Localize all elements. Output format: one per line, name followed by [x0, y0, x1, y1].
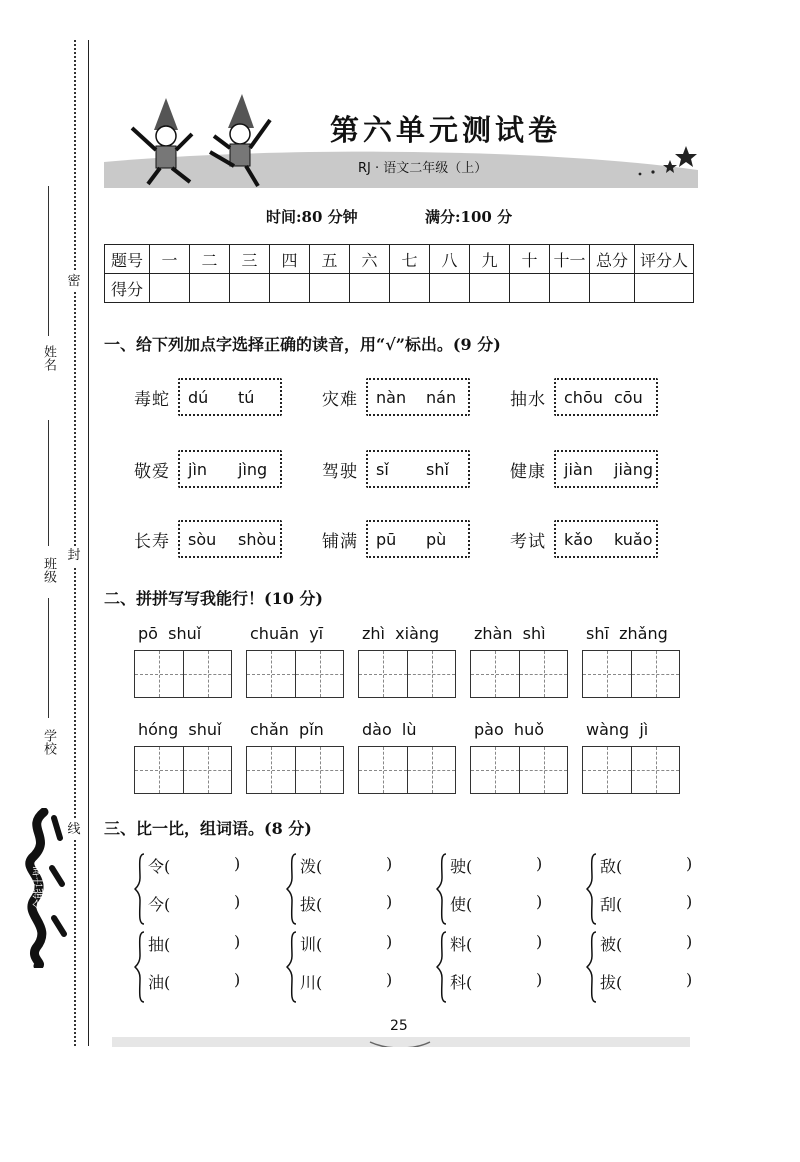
compare-line[interactable] — [450, 932, 543, 955]
seal-mark-feng: 封 — [64, 546, 84, 566]
pinyin-option[interactable]: chōu — [564, 388, 603, 407]
score-header-cell: 九 — [470, 245, 510, 274]
target-word: 灾难 — [322, 390, 358, 410]
writing-cell[interactable] — [407, 651, 455, 697]
close-paren: ) — [234, 854, 241, 873]
score-cell[interactable] — [635, 274, 694, 303]
pinyin-option-box — [366, 520, 470, 558]
subtitle: RJ · 语文二年级（上） — [358, 161, 488, 176]
pinyin-choice-item — [134, 520, 294, 560]
pinyin-choice-item — [322, 450, 482, 490]
writing-cell[interactable] — [135, 747, 183, 793]
score-cell[interactable] — [470, 274, 510, 303]
seal-mark-mi: 密 — [64, 272, 84, 292]
binding-dotted-line — [74, 40, 76, 1046]
compare-line[interactable] — [450, 892, 543, 915]
compare-char: 科( — [450, 973, 473, 992]
writing-grid — [358, 746, 456, 794]
time-info: 时间:80 分钟 — [266, 208, 358, 226]
compare-line[interactable] — [148, 932, 241, 955]
page-number: 25 — [390, 1018, 408, 1034]
pinyin-prompt: zhàn shì — [474, 624, 546, 643]
compare-pair — [586, 852, 716, 926]
compare-char: 训( — [300, 935, 323, 954]
compare-line[interactable] — [300, 970, 393, 993]
compare-char: 敌( — [600, 857, 623, 876]
brace-icon — [586, 930, 598, 1004]
score-cell[interactable] — [430, 274, 470, 303]
pinyin-option-box — [178, 450, 282, 488]
pinyin-prompt: shī zhǎng — [586, 624, 668, 643]
close-paren: ) — [686, 854, 693, 873]
svg-text:全能计划: 全能计划 — [32, 866, 45, 910]
page-title: 第六单元测试卷 — [330, 113, 562, 147]
score-header-row — [105, 245, 694, 274]
writing-cell[interactable] — [247, 747, 295, 793]
score-header-cell: 评分人 — [635, 245, 694, 274]
brace-icon — [586, 852, 598, 926]
compare-char: 被( — [600, 935, 623, 954]
compare-pair — [586, 930, 716, 1004]
pinyin-option-box — [554, 520, 658, 558]
target-word: 健康 — [510, 462, 546, 482]
writing-grid — [470, 650, 568, 698]
pinyin-option[interactable]: kuǎo — [614, 530, 653, 549]
compare-line[interactable] — [300, 892, 393, 915]
pinyin-option[interactable]: shǐ — [426, 460, 449, 479]
compare-pair — [134, 852, 264, 926]
compare-char: 料( — [450, 935, 473, 954]
close-paren: ) — [234, 892, 241, 911]
writing-cell[interactable] — [135, 651, 183, 697]
writing-cell[interactable] — [583, 651, 631, 697]
score-header-cell: 七 — [390, 245, 430, 274]
school-field-label: 学校 — [41, 729, 56, 755]
pinyin-choice-item — [322, 520, 482, 560]
class-field-line — [48, 420, 49, 546]
compare-pair — [286, 852, 416, 926]
pinyin-option[interactable]: jìng — [238, 460, 268, 479]
name-field-line — [48, 186, 49, 336]
score-header-cell: 五 — [310, 245, 350, 274]
writing-cell[interactable] — [583, 747, 631, 793]
pinyin-prompt: zhì xiàng — [362, 624, 440, 643]
compare-line[interactable] — [600, 932, 693, 955]
brace-icon — [436, 852, 448, 926]
writing-grid — [134, 746, 232, 794]
pinyin-choice-item — [510, 378, 670, 418]
close-paren: ) — [536, 970, 543, 989]
close-paren: ) — [536, 932, 543, 951]
score-cell[interactable] — [270, 274, 310, 303]
score-header-cell: 总分 — [590, 245, 635, 274]
compare-line[interactable] — [600, 892, 693, 915]
compare-line[interactable] — [148, 970, 241, 993]
compare-char: 油( — [148, 973, 171, 992]
target-word: 驾驶 — [322, 462, 358, 482]
writing-cell[interactable] — [631, 747, 679, 793]
full-score-info: 满分:100 分 — [425, 208, 513, 226]
score-table — [104, 244, 694, 303]
pinyin-option[interactable]: nàn — [376, 388, 407, 407]
pinyin-option[interactable]: sǐ — [376, 460, 389, 479]
score-cell[interactable] — [190, 274, 230, 303]
score-row-label: 得分 — [105, 274, 150, 303]
section3-title: 三、比一比，组词语。(8 分) — [104, 819, 312, 838]
pinyin-prompt: wàng jì — [586, 720, 649, 739]
compare-char: 刮( — [600, 895, 623, 914]
writing-grid — [358, 650, 456, 698]
score-cell[interactable] — [390, 274, 430, 303]
compare-pair — [436, 930, 566, 1004]
pinyin-prompt: pào huǒ — [474, 720, 544, 739]
writing-cell[interactable] — [295, 651, 343, 697]
compare-line[interactable] — [600, 854, 693, 877]
pinyin-option[interactable]: shòu — [238, 530, 277, 549]
pinyin-choice-item — [134, 378, 294, 418]
score-header-cell: 十 — [510, 245, 550, 274]
pinyin-choice-item — [322, 378, 482, 418]
close-paren: ) — [686, 892, 693, 911]
compare-char: 令( — [148, 857, 171, 876]
compare-char: 抽( — [148, 935, 171, 954]
writing-cell[interactable] — [471, 651, 519, 697]
target-word: 敬爱 — [134, 462, 170, 482]
compare-char: 拔( — [600, 973, 623, 992]
close-paren: ) — [386, 892, 393, 911]
writing-cell[interactable] — [519, 747, 567, 793]
pinyin-choice-item — [510, 450, 670, 490]
writing-grid — [582, 650, 680, 698]
score-cell[interactable] — [550, 274, 590, 303]
writing-cell[interactable] — [519, 651, 567, 697]
writing-cell[interactable] — [407, 747, 455, 793]
pinyin-option[interactable]: kǎo — [564, 530, 593, 549]
seal-mark-xian: 线 — [64, 820, 84, 840]
close-paren: ) — [234, 970, 241, 989]
score-cell[interactable] — [590, 274, 635, 303]
pinyin-choice-item — [510, 520, 670, 560]
brace-icon — [134, 930, 146, 1004]
pinyin-option-box — [366, 450, 470, 488]
compare-line[interactable] — [148, 854, 241, 877]
pinyin-option[interactable]: cōu — [614, 388, 643, 407]
pinyin-option[interactable]: pù — [426, 530, 447, 549]
target-word: 毒蛇 — [134, 390, 170, 410]
section1-title: 一、给下列加点字选择正确的读音，用“√”标出。(9 分) — [104, 335, 501, 354]
close-paren: ) — [386, 932, 393, 951]
target-word: 抽水 — [510, 390, 546, 410]
score-header-cell: 一 — [150, 245, 190, 274]
score-cell[interactable] — [230, 274, 270, 303]
compare-char: 拔( — [300, 895, 323, 914]
brand-logo — [14, 808, 70, 968]
compare-line[interactable] — [148, 892, 241, 915]
pinyin-option[interactable]: jiàng — [614, 460, 653, 479]
binding-solid-line — [88, 40, 89, 1046]
compare-char: 川( — [300, 973, 323, 992]
pinyin-prompt: hóng shuǐ — [138, 720, 222, 739]
close-paren: ) — [536, 892, 543, 911]
compare-char: 使( — [450, 895, 473, 914]
compare-pair — [286, 930, 416, 1004]
brace-icon — [436, 930, 448, 1004]
pinyin-option[interactable]: jìn — [188, 460, 208, 479]
writing-grid — [246, 746, 344, 794]
score-cell[interactable] — [310, 274, 350, 303]
score-header-cell: 题号 — [105, 245, 150, 274]
writing-cell[interactable] — [359, 651, 407, 697]
score-header-cell: 十一 — [550, 245, 590, 274]
close-paren: ) — [386, 854, 393, 873]
score-input-row — [105, 274, 694, 303]
school-field-line — [48, 598, 49, 718]
pinyin-prompt: dào lù — [362, 720, 417, 739]
brace-icon — [286, 852, 298, 926]
writing-cell[interactable] — [295, 747, 343, 793]
section2-title: 二、拼拼写写我能行！(10 分) — [104, 589, 323, 608]
pinyin-option[interactable]: jiàn — [564, 460, 593, 479]
target-word: 长寿 — [134, 532, 170, 552]
close-paren: ) — [234, 932, 241, 951]
writing-cell[interactable] — [631, 651, 679, 697]
compare-line[interactable] — [300, 932, 393, 955]
pinyin-option[interactable]: nán — [426, 388, 457, 407]
pinyin-prompt: pō shuǐ — [138, 624, 202, 643]
writing-cell[interactable] — [183, 651, 231, 697]
score-cell[interactable] — [150, 274, 190, 303]
compare-line[interactable] — [450, 854, 543, 877]
brace-icon — [286, 930, 298, 1004]
close-paren: ) — [386, 970, 393, 989]
close-paren: ) — [686, 970, 693, 989]
writing-cell[interactable] — [247, 651, 295, 697]
pinyin-option[interactable]: sòu — [188, 530, 217, 549]
class-field-label: 班级 — [41, 557, 56, 583]
score-header-cell: 二 — [190, 245, 230, 274]
score-header-cell: 八 — [430, 245, 470, 274]
score-header-cell: 四 — [270, 245, 310, 274]
pinyin-option-box — [366, 378, 470, 416]
pinyin-option-box — [178, 520, 282, 558]
compare-line[interactable] — [600, 970, 693, 993]
pinyin-option[interactable]: dú — [188, 388, 209, 407]
pinyin-option-box — [554, 378, 658, 416]
writing-grid — [470, 746, 568, 794]
compare-char: 驶( — [450, 857, 473, 876]
compare-char: 今( — [148, 895, 171, 914]
pinyin-option[interactable]: tú — [238, 388, 255, 407]
pinyin-option-box — [178, 378, 282, 416]
score-header-cell: 三 — [230, 245, 270, 274]
compare-line[interactable] — [300, 854, 393, 877]
compare-line[interactable] — [450, 970, 543, 993]
pinyin-prompt: chǎn pǐn — [250, 720, 324, 739]
compare-char: 泼( — [300, 857, 323, 876]
brace-icon — [134, 852, 146, 926]
writing-cell[interactable] — [183, 747, 231, 793]
pinyin-option[interactable]: pū — [376, 530, 397, 549]
close-paren: ) — [686, 932, 693, 951]
pinyin-prompt: chuān yī — [250, 624, 324, 643]
writing-grid — [246, 650, 344, 698]
writing-cell[interactable] — [471, 747, 519, 793]
writing-grid — [134, 650, 232, 698]
writing-cell[interactable] — [359, 747, 407, 793]
target-word: 铺满 — [322, 532, 358, 552]
pinyin-choice-item — [134, 450, 294, 490]
compare-pair — [134, 930, 264, 1004]
pinyin-option-box — [554, 450, 658, 488]
score-cell[interactable] — [350, 274, 390, 303]
compare-pair — [436, 852, 566, 926]
score-cell[interactable] — [510, 274, 550, 303]
target-word: 考试 — [510, 532, 546, 552]
writing-grid — [582, 746, 680, 794]
close-paren: ) — [536, 854, 543, 873]
name-field-label: 姓名 — [41, 345, 56, 371]
score-header-cell: 六 — [350, 245, 390, 274]
